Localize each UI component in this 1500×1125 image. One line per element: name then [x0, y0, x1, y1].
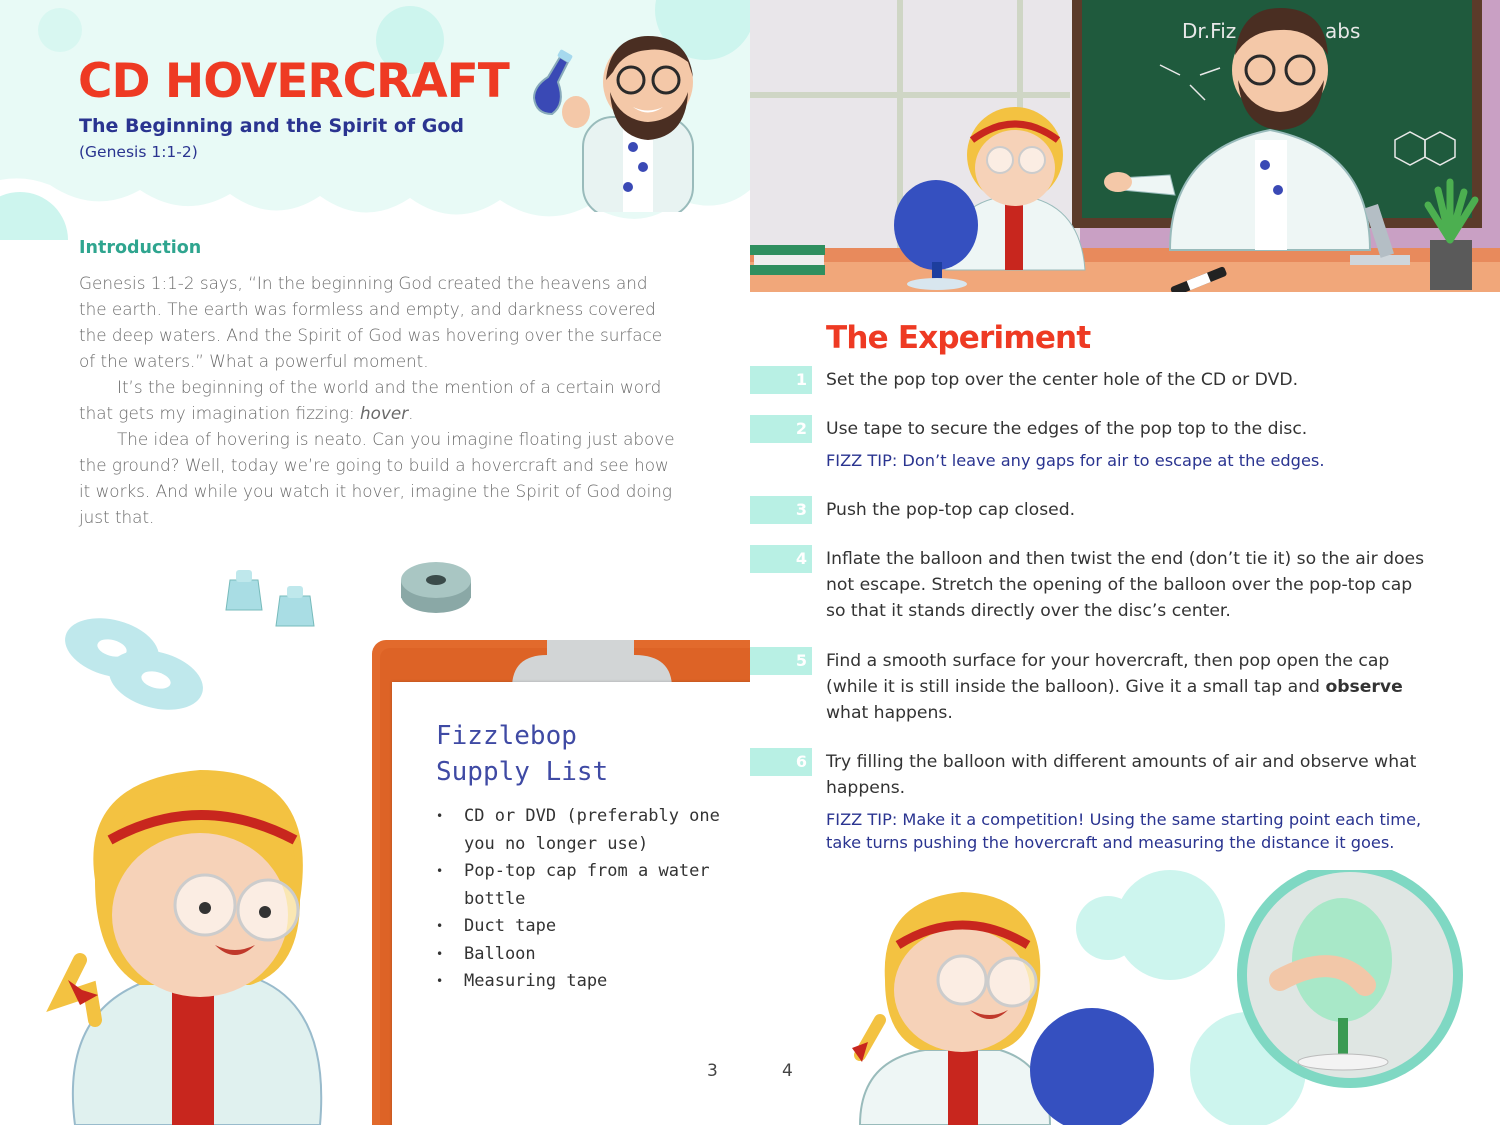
step-text: Try filling the balloon with different amounts of air and observe what happens.: [826, 752, 1417, 798]
step-number: 3: [750, 496, 812, 524]
duct-tape-icon: [401, 562, 471, 613]
step-text: Set the pop top over the center hole of the CD or DVD.: [826, 370, 1299, 390]
step-number: 1: [750, 366, 812, 394]
introduction-heading: Introduction: [79, 238, 202, 258]
verse-reference: (Genesis 1:1-2): [79, 143, 198, 161]
pop-top-caps-icon: [226, 570, 314, 626]
supply-list-item: • Measuring tape: [436, 968, 736, 996]
step-text: [826, 648, 1436, 726]
step-number: 6: [750, 748, 812, 776]
page-number-right: 4: [782, 1061, 793, 1081]
right-page: [750, 0, 1500, 1125]
supply-list-item: • Balloon: [436, 941, 736, 969]
girl-scientist-illustration: [852, 892, 1050, 1125]
supply-list-title-line: Fizzlebop: [436, 721, 577, 751]
supply-list-title-line: Supply List: [436, 757, 609, 787]
hovercraft-photo: [1237, 870, 1463, 1088]
girl-scientist-illustration: [60, 770, 321, 1125]
step-text-part: what happens.: [826, 703, 953, 723]
hovercraft-illustration: [750, 870, 1500, 1125]
step-text-emphasis: observe: [1325, 677, 1403, 697]
step-number: 2: [750, 415, 812, 443]
page-title: CD HOVERCRAFT: [78, 54, 509, 109]
introduction-body: [79, 270, 679, 530]
step-text-part: Find a smooth surface for your hovercraft, then pop open the cap (while it is still inside the balloon). Give it a small tap and: [826, 651, 1390, 697]
experiment-title: The Experiment: [826, 320, 1091, 356]
intro-paragraph: Genesis 1:1-2 says, “In the beginning God created the heavens and the earth. The earth was formless and empty, and darkness covered the deep waters. And the Spirit of God was hovering over the surface of the waters.” What a powerful moment.: [79, 273, 663, 371]
page-subtitle: The Beginning and the Spirit of God: [79, 115, 465, 137]
books-icon: [750, 245, 825, 275]
supply-list-item: • Pop-top cap from a water bottle: [436, 858, 736, 913]
supply-list-item: • CD or DVD (preferably one you no longer use): [436, 803, 736, 858]
dr-fizzlebop-illustration: [528, 22, 728, 212]
supply-list-item: • Duct tape: [436, 913, 736, 941]
supply-list: [436, 803, 736, 996]
chalkboard-text: abs: [1325, 19, 1361, 43]
supply-list-title: [436, 718, 608, 790]
cd-discs-icon: [58, 609, 209, 720]
classroom-illustration: [750, 0, 1500, 292]
step-text: Use tape to secure the edges of the pop top to the disc.: [826, 419, 1308, 439]
step-number: 5: [750, 647, 812, 675]
emphasis-hover: hover: [360, 403, 409, 423]
step-text: Push the pop-top cap closed.: [826, 500, 1076, 520]
step-text: Inflate the balloon and then twist the end (don’t tie it) so the air does not escape. Stretch the opening of the balloon over the pop-top cap so that it stands directly over the disc’s center.: [826, 549, 1425, 621]
fizz-tip: FIZZ TIP: Don’t leave any gaps for air to escape at the edges.: [826, 451, 1325, 470]
fizz-tip: FIZZ TIP: Make it a competition! Using the same starting point each time, take turns pushing the hovercraft and measuring the distance it goes.: [826, 810, 1422, 852]
page-number-left: 3: [707, 1061, 718, 1081]
intro-paragraph: It’s the beginning of the world and the mention of a certain word that gets my imagination fizzing: hover.: [79, 377, 662, 423]
chalkboard-text: Dr.Fiz: [1182, 19, 1237, 43]
intro-paragraph: The idea of hovering is neato. Can you imagine floating just above the ground? Well, today we’re going to build a hovercraft and see how it works. And while you watch it hover, imagine the Spirit of God doing just that.: [79, 429, 675, 527]
step-number: 4: [750, 545, 812, 573]
